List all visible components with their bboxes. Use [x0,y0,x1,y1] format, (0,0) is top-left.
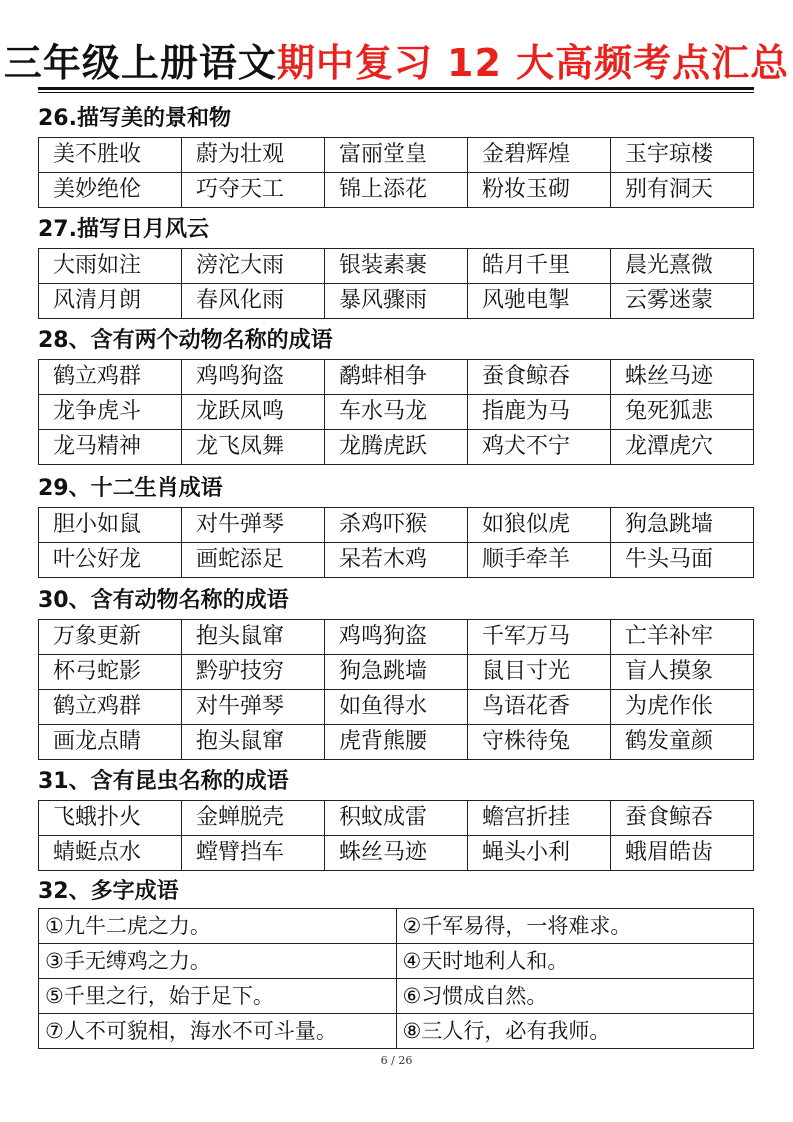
idiom-cell: 兔死狐悲 [611,395,754,430]
idiom-cell: 画蛇添足 [182,543,325,578]
section-heading: 26.描写美的景和物 [38,106,231,131]
idiom-table [38,359,754,465]
table-row [39,430,754,465]
idiom-cell: 蛾眉皓齿 [611,836,754,871]
idiom-cell: 杀鸡吓猴 [325,508,468,543]
idiom-cell: 银装素裹 [325,249,468,284]
section-heading: 29、十二生肖成语 [38,476,223,501]
idiom-cell: 风驰电掣 [468,284,611,319]
table-row [39,249,754,284]
idiom-cell: 鹤立鸡群 [39,690,182,725]
idiom-cell: 画龙点睛 [39,725,182,760]
idiom-table [38,248,754,319]
idiom-cell: 龙跃凤鸣 [182,395,325,430]
idiom-cell: 龙争虎斗 [39,395,182,430]
section-heading: 30、含有动物名称的成语 [38,588,289,613]
idiom-cell: 金蝉脱壳 [182,801,325,836]
idiom-cell: 胆小如鼠 [39,508,182,543]
idiom-cell: 狗急跳墙 [611,508,754,543]
idiom-cell: 龙潭虎穴 [611,430,754,465]
idiom-cell: 万象更新 [39,620,182,655]
title-rule-thick [38,87,754,90]
idiom-cell: 为虎作伥 [611,690,754,725]
table-row [39,173,754,208]
idiom-cell: 对牛弹琴 [182,690,325,725]
idiom-cell: 云雾迷蒙 [611,284,754,319]
idiom-cell: 美不胜收 [39,138,182,173]
title-part-2: 期中复习 12 大高频考点汇总 [276,41,790,85]
idiom-cell: 皓月千里 [468,249,611,284]
idiom-cell: ⑥习惯成自然。 [396,979,754,1014]
section-heading: 28、含有两个动物名称的成语 [38,328,333,353]
idiom-cell: 蚕食鲸吞 [468,360,611,395]
table-row [39,284,754,319]
idiom-cell: ⑤千里之行，始于足下。 [39,979,397,1014]
idiom-cell: 指鹿为马 [468,395,611,430]
table-row [39,543,754,578]
page-title [0,38,793,88]
table-row [39,944,754,979]
idiom-cell: ①九牛二虎之力。 [39,909,397,944]
idiom-cell: 大雨如注 [39,249,182,284]
table-row [39,1014,754,1049]
idiom-cell: 鸡鸣狗盗 [182,360,325,395]
idiom-table [38,507,754,578]
idiom-table [38,619,754,760]
table-row [39,360,754,395]
idiom-table [38,908,754,1049]
idiom-cell: 螳臂挡车 [182,836,325,871]
idiom-cell: 呆若木鸡 [325,543,468,578]
idiom-cell: 飞蛾扑火 [39,801,182,836]
idiom-cell: 别有洞天 [611,173,754,208]
idiom-cell: ⑧三人行，必有我师。 [396,1014,754,1049]
table-row [39,909,754,944]
idiom-cell: 叶公好龙 [39,543,182,578]
idiom-cell: 巧夺天工 [182,173,325,208]
idiom-cell: 龙马精神 [39,430,182,465]
title-part-1: 三年级上册语文 [3,41,277,85]
idiom-cell: 积蚊成雷 [325,801,468,836]
idiom-cell: 蝇头小利 [468,836,611,871]
idiom-cell: ⑦人不可貌相，海水不可斗量。 [39,1014,397,1049]
idiom-cell: 黔驴技穷 [182,655,325,690]
idiom-cell: 虎背熊腰 [325,725,468,760]
section-heading: 32、多字成语 [38,879,179,904]
idiom-cell: 富丽堂皇 [325,138,468,173]
idiom-cell: 抱头鼠窜 [182,725,325,760]
idiom-cell: 千军万马 [468,620,611,655]
idiom-cell: 对牛弹琴 [182,508,325,543]
idiom-cell: 杯弓蛇影 [39,655,182,690]
page-number: 6 / 26 [380,1054,413,1067]
idiom-cell: 蚕食鲸吞 [611,801,754,836]
idiom-cell: 暴风骤雨 [325,284,468,319]
idiom-cell: 蔚为壮观 [182,138,325,173]
idiom-cell: 晨光熹微 [611,249,754,284]
idiom-cell: 蟾宫折挂 [468,801,611,836]
idiom-cell: 鸡鸣狗盗 [325,620,468,655]
idiom-cell: ②千军易得，一将难求。 [396,909,754,944]
idiom-table [38,800,754,871]
idiom-cell: 滂沱大雨 [182,249,325,284]
idiom-cell: 锦上添花 [325,173,468,208]
section-heading: 27.描写日月风云 [38,217,209,242]
table-row [39,801,754,836]
idiom-cell: 盲人摸象 [611,655,754,690]
idiom-cell: 车水马龙 [325,395,468,430]
idiom-cell: 龙飞凤舞 [182,430,325,465]
idiom-cell: 鼠目寸光 [468,655,611,690]
idiom-cell: 顺手牵羊 [468,543,611,578]
idiom-cell: 鹬蚌相争 [325,360,468,395]
table-row [39,138,754,173]
idiom-cell: 蛛丝马迹 [325,836,468,871]
table-row [39,620,754,655]
idiom-table [38,137,754,208]
idiom-cell: 龙腾虎跃 [325,430,468,465]
idiom-cell: 金碧辉煌 [468,138,611,173]
title-rule-thin [38,92,754,93]
idiom-cell: ③手无缚鸡之力。 [39,944,397,979]
idiom-cell: 粉妆玉砌 [468,173,611,208]
idiom-cell: 蜻蜓点水 [39,836,182,871]
section-heading: 31、含有昆虫名称的成语 [38,769,289,794]
idiom-cell: 玉宇琼楼 [611,138,754,173]
idiom-cell: 风清月朗 [39,284,182,319]
idiom-cell: 狗急跳墙 [325,655,468,690]
idiom-cell: 抱头鼠窜 [182,620,325,655]
idiom-cell: 蛛丝马迹 [611,360,754,395]
idiom-cell: 鸟语花香 [468,690,611,725]
idiom-cell: ④天时地利人和。 [396,944,754,979]
idiom-cell: 亡羊补牢 [611,620,754,655]
idiom-cell: 鸡犬不宁 [468,430,611,465]
table-row [39,690,754,725]
table-row [39,655,754,690]
table-row [39,508,754,543]
idiom-cell: 如狼似虎 [468,508,611,543]
idiom-cell: 美妙绝伦 [39,173,182,208]
table-row [39,725,754,760]
table-row [39,395,754,430]
table-row [39,836,754,871]
idiom-cell: 守株待兔 [468,725,611,760]
idiom-cell: 春风化雨 [182,284,325,319]
idiom-cell: 牛头马面 [611,543,754,578]
idiom-cell: 鹤立鸡群 [39,360,182,395]
idiom-cell: 如鱼得水 [325,690,468,725]
idiom-cell: 鹤发童颜 [611,725,754,760]
table-row [39,979,754,1014]
